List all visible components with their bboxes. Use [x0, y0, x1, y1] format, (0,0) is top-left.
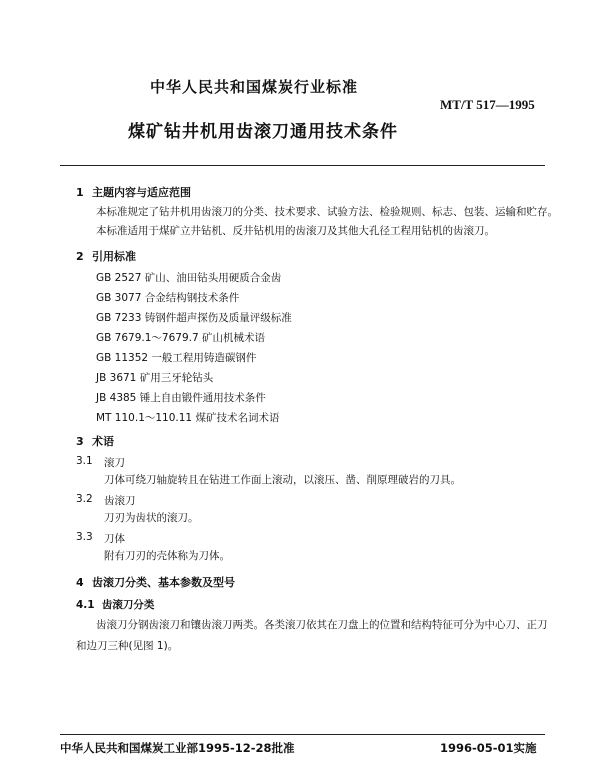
- section-title: 术语: [92, 435, 114, 448]
- reference-standard: GB 11352 一般工程用铸造碳钢件: [96, 352, 257, 364]
- section-number: 2: [76, 250, 84, 263]
- reference-standard: MT 110.1～110.11 煤矿技术名词术语: [96, 412, 280, 424]
- approval-line: 中华人民共和国煤炭工业部1995-12-28批准: [60, 741, 295, 755]
- term-definition: 刀刃为齿状的滚刀。: [104, 512, 199, 524]
- section-1-paragraph-1: 本标准规定了钻井机用齿滚刀的分类、技术要求、试验方法、检验规则、标志、包装、运输和贮存。: [96, 206, 558, 218]
- term-definition: 附有刀刃的壳体称为刀体。: [104, 550, 230, 562]
- section-title: 主题内容与适应范围: [92, 186, 191, 199]
- term-number: 3.2: [76, 493, 93, 505]
- section-4-paragraph-line-1: 齿滚刀分钢齿滚刀和镶齿滚刀两类。各类滚刀依其在刀盘上的位置和结构特征可分为中心刀、正刀: [96, 619, 548, 631]
- section-number: 1: [76, 186, 84, 199]
- reference-standard: GB 2527 矿山、油田钻头用硬质合金齿: [96, 272, 282, 284]
- organization-title: 中华人民共和国煤炭行业标准: [150, 78, 359, 96]
- subsection-title: 齿滚刀分类: [101, 599, 155, 611]
- term-number: 3.3: [76, 531, 93, 543]
- term-definition: 刀体可绕刀轴旋转且在钻进工作面上滚动，以滚压、凿、削原理破岩的刀具。: [104, 474, 461, 486]
- term-name: 齿滚刀: [104, 495, 136, 507]
- term-name: 滚刀: [104, 457, 125, 469]
- section-title: 齿滚刀分类、基本参数及型号: [92, 576, 235, 589]
- subsection-number: 4.1: [76, 599, 95, 611]
- section-3-heading: [76, 433, 114, 449]
- reference-standard: GB 7679.1～7679.7 矿山机械术语: [96, 332, 265, 344]
- section-number: 4: [76, 576, 84, 589]
- document-title: 煤矿钻井机用齿滚刀通用技术条件: [128, 122, 398, 142]
- reference-standard: JB 4385 锤上自由锻件通用技术条件: [96, 392, 266, 404]
- section-4-paragraph-line-2: 和边刀三种(见图 1)。: [76, 640, 179, 652]
- term-number: 3.1: [76, 455, 93, 467]
- footer-divider: [60, 734, 545, 735]
- header-divider: [60, 165, 545, 166]
- section-1-paragraph-2: 本标准适用于煤矿立井钻机、反井钻机用的齿滚刀及其他大孔径工程用钻机的齿滚刀。: [96, 225, 495, 237]
- implementation-date: 1996-05-01实施: [440, 741, 537, 755]
- subsection-heading: [76, 597, 154, 612]
- section-1-heading: [76, 184, 191, 200]
- section-4-heading: [76, 574, 235, 590]
- reference-standard: GB 7233 铸钢件超声探伤及质量评级标准: [96, 312, 292, 324]
- reference-standard: JB 3671 矿用三牙轮钻头: [96, 372, 214, 384]
- section-number: 3: [76, 435, 84, 448]
- term-name: 刀体: [104, 533, 125, 545]
- section-2-heading: [76, 248, 136, 264]
- standard-code: MT/T 517—1995: [440, 97, 535, 112]
- section-title: 引用标准: [92, 250, 136, 263]
- reference-standard: GB 3077 合金结构钢技术条件: [96, 292, 240, 304]
